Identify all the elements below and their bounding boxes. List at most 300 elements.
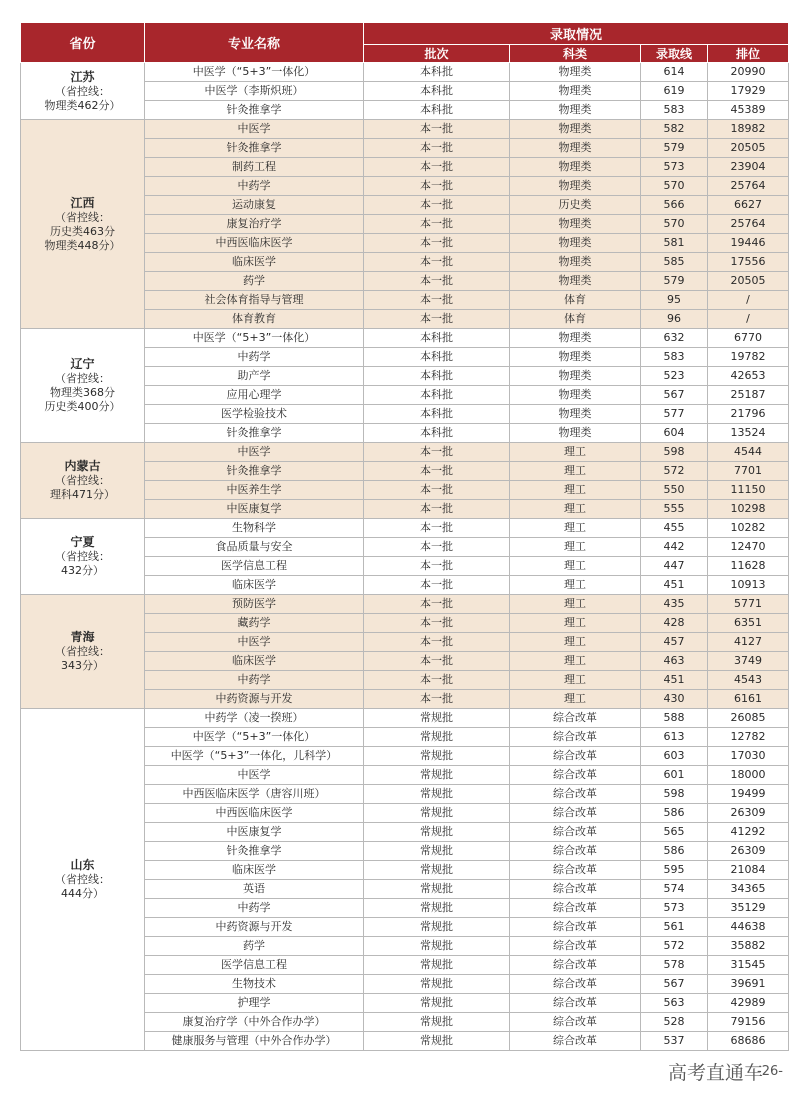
batch-cell: 本一批 [364,139,510,158]
batch-cell: 常规批 [364,861,510,880]
category-cell: 理工 [510,557,641,576]
category-cell: 综合改革 [510,975,641,994]
rank-cell: 18982 [708,120,789,139]
batch-cell: 常规批 [364,823,510,842]
province-control-line: 343分） [61,659,104,672]
batch-cell: 常规批 [364,1013,510,1032]
score-cell: 565 [641,823,708,842]
rank-cell: 45389 [708,101,789,120]
score-cell: 577 [641,405,708,424]
category-cell: 理工 [510,500,641,519]
rank-cell: 6770 [708,329,789,348]
rank-cell: / [708,291,789,310]
major-cell: 社会体育指导与管理 [145,291,364,310]
rank-cell: 35129 [708,899,789,918]
batch-cell: 本一批 [364,595,510,614]
major-cell: 预防医学 [145,595,364,614]
category-cell: 综合改革 [510,956,641,975]
score-cell: 586 [641,804,708,823]
major-cell: 药学 [145,272,364,291]
major-cell: 助产学 [145,367,364,386]
major-cell: 健康服务与管理（中外合作办学） [145,1032,364,1051]
category-cell: 物理类 [510,63,641,82]
province-name: 宁夏 [70,535,95,549]
category-cell: 综合改革 [510,994,641,1013]
rank-cell: 21796 [708,405,789,424]
header-batch: 批次 [364,45,510,63]
score-cell: 570 [641,177,708,196]
province-cell [21,63,145,120]
major-cell: 临床医学 [145,576,364,595]
score-cell: 619 [641,82,708,101]
major-cell: 中医学（李斯炽班） [145,82,364,101]
header-province: 省份 [21,23,145,63]
province-name: 江西 [70,195,95,210]
rank-cell: 41292 [708,823,789,842]
major-cell: 中医学 [145,766,364,785]
table-row [21,595,789,614]
score-cell: 550 [641,481,708,500]
score-cell: 435 [641,595,708,614]
batch-cell: 本科批 [364,386,510,405]
score-cell: 573 [641,158,708,177]
rank-cell: 23904 [708,158,789,177]
rank-cell: 19782 [708,348,789,367]
category-cell: 物理类 [510,234,641,253]
province-control-line: （省控线： [55,873,110,886]
batch-cell: 常规批 [364,785,510,804]
batch-cell: 常规批 [364,766,510,785]
major-cell: 护理学 [145,994,364,1013]
batch-cell: 常规批 [364,956,510,975]
admission-score-table [20,22,789,1051]
batch-cell: 常规批 [364,1032,510,1051]
major-cell: 中药学 [145,177,364,196]
score-cell: 588 [641,709,708,728]
major-cell: 中医学（“5+3”一体化） [145,728,364,747]
province-control-line: （省控线： [55,210,110,224]
province-control-line: （省控线： [55,474,110,487]
category-cell: 综合改革 [510,842,641,861]
batch-cell: 本一批 [364,310,510,329]
batch-cell: 本一批 [364,120,510,139]
score-cell: 585 [641,253,708,272]
score-cell: 451 [641,576,708,595]
major-cell: 医学信息工程 [145,557,364,576]
score-cell: 598 [641,785,708,804]
score-cell: 561 [641,918,708,937]
batch-cell: 常规批 [364,842,510,861]
rank-cell: 11150 [708,481,789,500]
batch-cell: 本一批 [364,291,510,310]
batch-cell: 本一批 [364,196,510,215]
batch-cell: 本一批 [364,576,510,595]
rank-cell: 26085 [708,709,789,728]
major-cell: 体育教育 [145,310,364,329]
header-major: 专业名称 [145,23,364,63]
rank-cell: 19446 [708,234,789,253]
major-cell: 藏药学 [145,614,364,633]
batch-cell: 常规批 [364,975,510,994]
rank-cell: 25764 [708,177,789,196]
category-cell: 物理类 [510,82,641,101]
rank-cell: 25187 [708,386,789,405]
score-cell: 570 [641,215,708,234]
score-cell: 632 [641,329,708,348]
batch-cell: 本一批 [364,519,510,538]
rank-cell: 17556 [708,253,789,272]
major-cell: 临床医学 [145,253,364,272]
major-cell: 中药资源与开发 [145,690,364,709]
rank-cell: 10913 [708,576,789,595]
category-cell: 历史类 [510,196,641,215]
batch-cell: 本一批 [364,234,510,253]
score-cell: 567 [641,975,708,994]
batch-cell: 本科批 [364,367,510,386]
score-cell: 586 [641,842,708,861]
header-category: 科类 [510,45,641,63]
batch-cell: 常规批 [364,880,510,899]
score-cell: 578 [641,956,708,975]
watermark-text: 高考直通车 [668,1062,764,1084]
major-cell: 中药学 [145,348,364,367]
page-number: -26- [757,1064,783,1079]
province-cell [21,709,145,1051]
major-cell: 中药学 [145,671,364,690]
rank-cell: 25764 [708,215,789,234]
score-cell: 430 [641,690,708,709]
category-cell: 理工 [510,443,641,462]
score-cell: 604 [641,424,708,443]
category-cell: 综合改革 [510,918,641,937]
batch-cell: 本一批 [364,614,510,633]
major-cell: 药学 [145,937,364,956]
score-cell: 573 [641,899,708,918]
major-cell: 中药学（凌一揆班） [145,709,364,728]
rank-cell: 79156 [708,1013,789,1032]
province-control-line: 物理类368分 [50,386,115,399]
category-cell: 物理类 [510,215,641,234]
batch-cell: 常规批 [364,709,510,728]
score-cell: 95 [641,291,708,310]
batch-cell: 本一批 [364,177,510,196]
batch-cell: 常规批 [364,994,510,1013]
rank-cell: 4127 [708,633,789,652]
major-cell: 中医康复学 [145,823,364,842]
major-cell: 针灸推拿学 [145,139,364,158]
score-cell: 574 [641,880,708,899]
category-cell: 综合改革 [510,880,641,899]
batch-cell: 本科批 [364,329,510,348]
rank-cell: 13524 [708,424,789,443]
category-cell: 理工 [510,576,641,595]
batch-cell: 本一批 [364,671,510,690]
table-row [21,519,789,538]
province-control-line: 历史类463分 [50,224,115,238]
category-cell: 综合改革 [510,937,641,956]
province-cell [21,443,145,519]
category-cell: 物理类 [510,120,641,139]
category-cell: 综合改革 [510,861,641,880]
category-cell: 理工 [510,671,641,690]
province-control-line: （省控线： [55,372,110,385]
major-cell: 医学检验技术 [145,405,364,424]
province-group [21,443,789,519]
rank-cell: 44638 [708,918,789,937]
score-cell: 463 [641,652,708,671]
major-cell: 应用心理学 [145,386,364,405]
header-admission: 录取情况 [364,23,789,45]
major-cell: 针灸推拿学 [145,101,364,120]
table-row [21,63,789,82]
major-cell: 临床医学 [145,861,364,880]
major-cell: 临床医学 [145,652,364,671]
category-cell: 理工 [510,614,641,633]
category-cell: 理工 [510,633,641,652]
score-cell: 428 [641,614,708,633]
score-cell: 537 [641,1032,708,1051]
score-cell: 572 [641,937,708,956]
score-cell: 96 [641,310,708,329]
score-cell: 528 [641,1013,708,1032]
score-cell: 455 [641,519,708,538]
batch-cell: 本一批 [364,443,510,462]
major-cell: 中医学 [145,443,364,462]
batch-cell: 本一批 [364,158,510,177]
rank-cell: 42989 [708,994,789,1013]
major-cell: 针灸推拿学 [145,462,364,481]
province-cell [21,329,145,443]
province-control-line: （省控线： [55,84,110,98]
category-cell: 理工 [510,462,641,481]
batch-cell: 本科批 [364,63,510,82]
rank-cell: 5771 [708,595,789,614]
rank-cell: 12470 [708,538,789,557]
score-cell: 555 [641,500,708,519]
batch-cell: 本一批 [364,462,510,481]
category-cell: 综合改革 [510,709,641,728]
province-name: 内蒙古 [64,459,101,473]
province-control-line: 历史类400分） [44,400,121,413]
batch-cell: 本科批 [364,348,510,367]
batch-cell: 常规批 [364,804,510,823]
rank-cell: 20505 [708,272,789,291]
category-cell: 物理类 [510,348,641,367]
category-cell: 综合改革 [510,1013,641,1032]
province-control-line: 理科471分） [50,488,115,501]
major-cell: 运动康复 [145,196,364,215]
batch-cell: 常规批 [364,728,510,747]
major-cell: 生物科学 [145,519,364,538]
score-cell: 603 [641,747,708,766]
table-row [21,329,789,348]
province-control-line: 432分） [61,564,104,577]
batch-cell: 本科批 [364,424,510,443]
major-cell: 中西医临床医学（唐容川班） [145,785,364,804]
rank-cell: 20505 [708,139,789,158]
province-group [21,63,789,120]
major-cell: 医学信息工程 [145,956,364,975]
batch-cell: 本一批 [364,253,510,272]
province-name: 青海 [70,630,95,644]
rank-cell: 10282 [708,519,789,538]
score-cell: 442 [641,538,708,557]
major-cell: 中药学 [145,899,364,918]
batch-cell: 本一批 [364,481,510,500]
province-name: 江苏 [70,69,95,84]
category-cell: 物理类 [510,101,641,120]
category-cell: 综合改革 [510,823,641,842]
score-cell: 583 [641,348,708,367]
batch-cell: 本一批 [364,500,510,519]
rank-cell: 31545 [708,956,789,975]
table-row [21,443,789,462]
batch-cell: 常规批 [364,937,510,956]
batch-cell: 本一批 [364,557,510,576]
category-cell: 物理类 [510,405,641,424]
category-cell: 综合改革 [510,747,641,766]
header-rank: 排位 [708,45,789,63]
score-cell: 579 [641,272,708,291]
score-cell: 582 [641,120,708,139]
rank-cell: 26309 [708,804,789,823]
major-cell: 食品质量与安全 [145,538,364,557]
major-cell: 中医学 [145,120,364,139]
category-cell: 体育 [510,291,641,310]
category-cell: 物理类 [510,367,641,386]
category-cell: 理工 [510,481,641,500]
batch-cell: 本一批 [364,215,510,234]
province-control-line: 444分） [61,887,104,900]
category-cell: 理工 [510,595,641,614]
category-cell: 综合改革 [510,785,641,804]
score-cell: 457 [641,633,708,652]
rank-cell: 39691 [708,975,789,994]
rank-cell: 6627 [708,196,789,215]
score-cell: 613 [641,728,708,747]
rank-cell: 68686 [708,1032,789,1051]
batch-cell: 本科批 [364,405,510,424]
rank-cell: 11628 [708,557,789,576]
category-cell: 综合改革 [510,804,641,823]
header-score: 录取线 [641,45,708,63]
category-cell: 理工 [510,652,641,671]
rank-cell: 4543 [708,671,789,690]
major-cell: 中医学（“5+3”一体化） [145,329,364,348]
rank-cell: 17929 [708,82,789,101]
category-cell: 物理类 [510,329,641,348]
major-cell: 中药资源与开发 [145,918,364,937]
table-row [21,709,789,728]
province-control-line: 物理类448分） [44,238,121,252]
category-cell: 物理类 [510,253,641,272]
province-group [21,329,789,443]
table-row [21,120,789,139]
category-cell: 理工 [510,538,641,557]
rank-cell: 17030 [708,747,789,766]
category-cell: 体育 [510,310,641,329]
province-cell [21,519,145,595]
rank-cell: 6351 [708,614,789,633]
score-cell: 447 [641,557,708,576]
batch-cell: 本一批 [364,652,510,671]
category-cell: 综合改革 [510,728,641,747]
rank-cell: 21084 [708,861,789,880]
category-cell: 理工 [510,519,641,538]
score-cell: 595 [641,861,708,880]
score-cell: 583 [641,101,708,120]
major-cell: 针灸推拿学 [145,424,364,443]
rank-cell: 7701 [708,462,789,481]
major-cell: 制药工程 [145,158,364,177]
major-cell: 中西医临床医学 [145,234,364,253]
major-cell: 中医学（“5+3”一体化，儿科学） [145,747,364,766]
rank-cell: 42653 [708,367,789,386]
category-cell: 理工 [510,690,641,709]
score-cell: 567 [641,386,708,405]
batch-cell: 常规批 [364,747,510,766]
score-cell: 563 [641,994,708,1013]
category-cell: 物理类 [510,386,641,405]
rank-cell: 26309 [708,842,789,861]
province-control-line: （省控线： [55,550,110,563]
batch-cell: 本科批 [364,82,510,101]
category-cell: 物理类 [510,158,641,177]
score-cell: 523 [641,367,708,386]
rank-cell: 12782 [708,728,789,747]
province-name: 山东 [70,858,95,872]
major-cell: 中医学 [145,633,364,652]
score-cell: 614 [641,63,708,82]
batch-cell: 本一批 [364,633,510,652]
score-cell: 451 [641,671,708,690]
major-cell: 针灸推拿学 [145,842,364,861]
score-cell: 566 [641,196,708,215]
score-cell: 601 [641,766,708,785]
province-control-line: 物理类462分） [44,98,121,112]
admission-table-container [20,22,788,1051]
rank-cell: 19499 [708,785,789,804]
category-cell: 物理类 [510,272,641,291]
major-cell: 中医康复学 [145,500,364,519]
major-cell: 中医养生学 [145,481,364,500]
rank-cell: 35882 [708,937,789,956]
rank-cell: 20990 [708,63,789,82]
province-cell [21,120,145,329]
category-cell: 综合改革 [510,1032,641,1051]
batch-cell: 本一批 [364,690,510,709]
province-group [21,519,789,595]
batch-cell: 本一批 [364,538,510,557]
category-cell: 物理类 [510,177,641,196]
major-cell: 中医学（“5+3”一体化） [145,63,364,82]
batch-cell: 常规批 [364,918,510,937]
category-cell: 物理类 [510,424,641,443]
major-cell: 英语 [145,880,364,899]
province-name: 辽宁 [70,357,95,371]
province-group [21,120,789,329]
table-header [21,23,789,63]
rank-cell: 4544 [708,443,789,462]
province-group [21,709,789,1051]
category-cell: 综合改革 [510,899,641,918]
score-cell: 598 [641,443,708,462]
major-cell: 康复治疗学（中外合作办学） [145,1013,364,1032]
rank-cell: / [708,310,789,329]
batch-cell: 本科批 [364,101,510,120]
batch-cell: 常规批 [364,899,510,918]
province-cell [21,595,145,709]
